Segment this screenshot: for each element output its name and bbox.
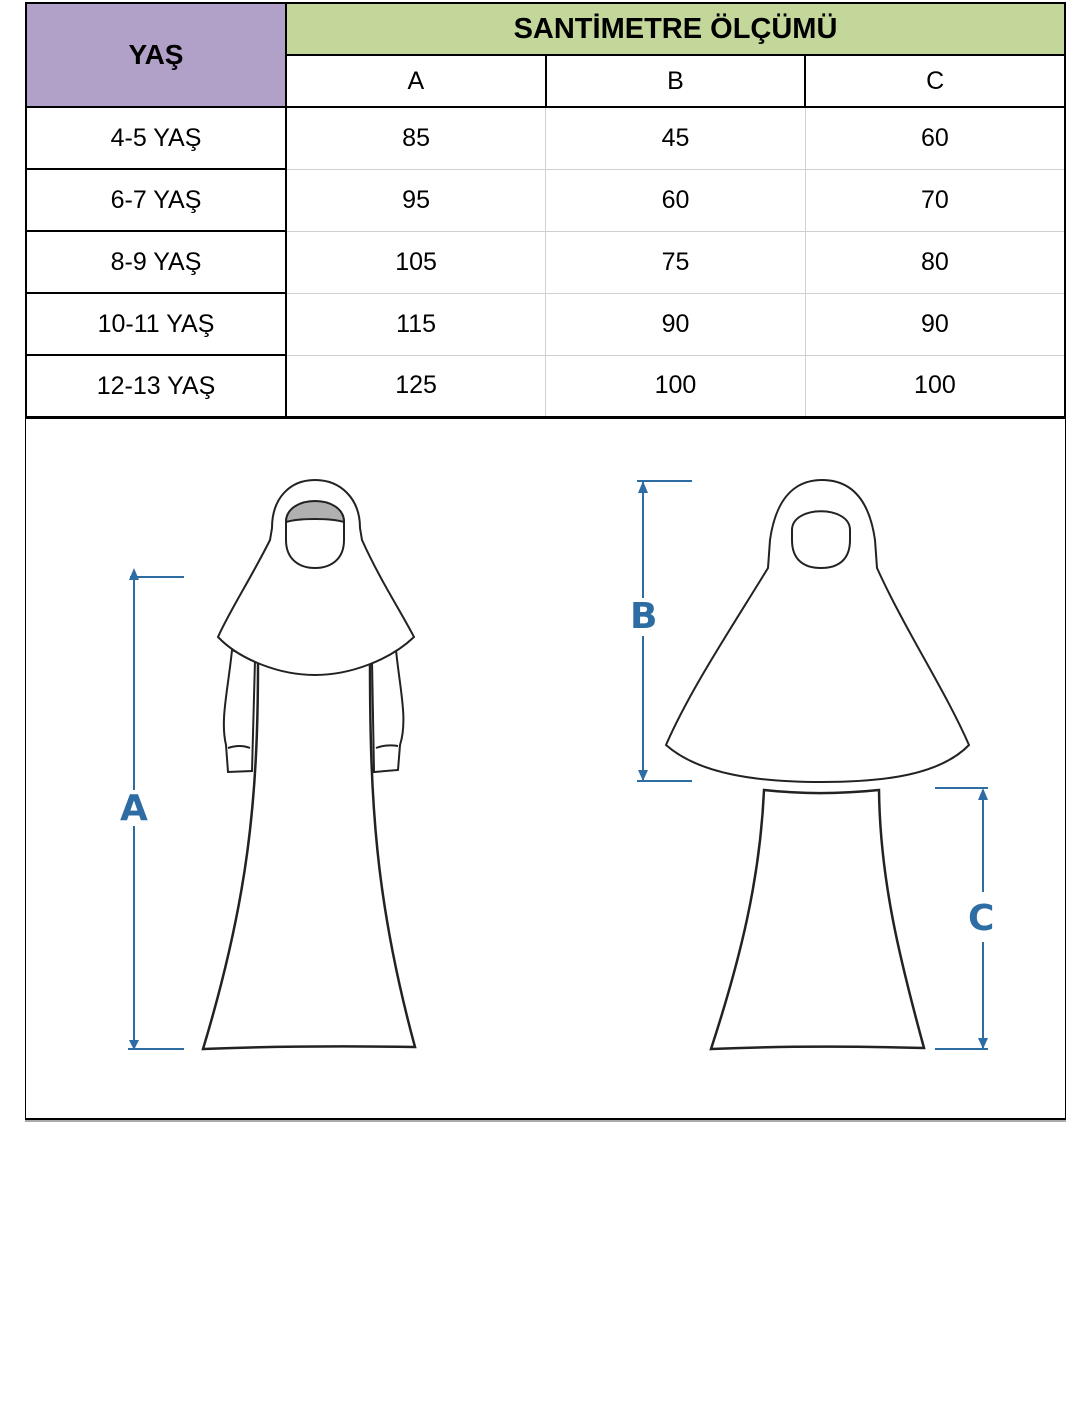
right-sleeve: [372, 650, 403, 772]
arrow-up-icon: [978, 788, 988, 800]
value-b: 100: [546, 355, 806, 418]
value-a: 115: [286, 293, 546, 355]
age-cell: 4-5 YAŞ: [26, 107, 286, 169]
age-header: YAŞ: [26, 3, 286, 107]
value-b: 45: [546, 107, 806, 169]
arrow-up-icon: [638, 481, 648, 493]
skirt-outline: [711, 790, 924, 1049]
age-cell: 10-11 YAŞ: [26, 293, 286, 355]
value-c: 80: [805, 231, 1065, 293]
arrow-down-icon: [978, 1038, 988, 1049]
value-a: 95: [286, 169, 546, 231]
left-sleeve: [224, 650, 255, 772]
age-cell: 8-9 YAŞ: [26, 231, 286, 293]
value-c: 90: [805, 293, 1065, 355]
measurement-header: SANTİMETRE ÖLÇÜMÜ: [286, 3, 1065, 55]
arrow-down-icon: [638, 770, 648, 781]
column-header-b: B: [546, 55, 806, 107]
arrow-up-icon: [129, 568, 139, 580]
age-cell: 6-7 YAŞ: [26, 169, 286, 231]
value-b: 60: [546, 169, 806, 231]
dimension-label-b: B: [630, 596, 658, 637]
value-c: 100: [805, 355, 1065, 418]
value-c: 60: [805, 107, 1065, 169]
face-outline: [792, 511, 850, 568]
value-a: 105: [286, 231, 546, 293]
dimension-label-a: A: [120, 788, 148, 829]
value-a: 85: [286, 107, 546, 169]
value-a: 125: [286, 355, 546, 418]
value-b: 75: [546, 231, 806, 293]
column-header-a: A: [286, 55, 546, 107]
value-b: 90: [546, 293, 806, 355]
value-c: 70: [805, 169, 1065, 231]
dimension-label-c: C: [968, 898, 995, 939]
column-header-c: C: [805, 55, 1065, 107]
age-cell: 12-13 YAŞ: [26, 355, 286, 418]
